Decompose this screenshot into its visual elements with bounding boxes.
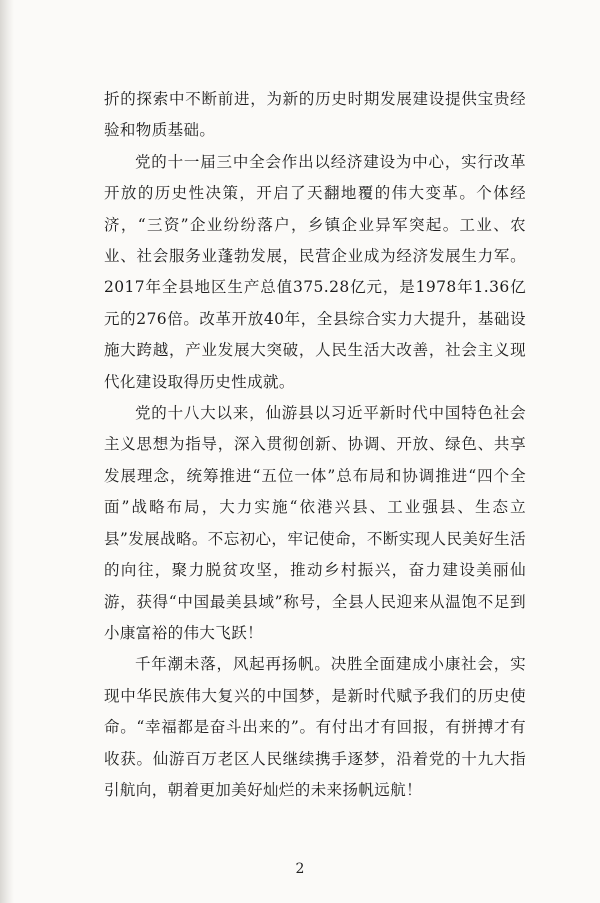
paragraph-eighteenth-congress: 党的十八大以来，仙游县以习近平新时代中国特色社会主义思想为指导，深入贯彻创新、协调、开放、绿色、共享发展理念，统筹推进“五位一体”总布局和协调推进“四个全面”战略布局，大力实施“依港兴县、工业强县、生态立县”发展战略。不忘初心，牢记使命，不断实现人民美好生活的向往，聚力脱贫攻坚，推动乡村振兴，奋力建设美丽仙游，获得“中国最美县域”称号，全县人民迎来从温饱不足到小康富裕的伟大飞跃！ [104,404,526,642]
page-binding-shadow [0,0,14,903]
paragraph-continued: 折的探索中不断前进，为新的历史时期发展建设提供宝贵经验和物质基础。 [104,90,526,140]
body-text [104,84,526,806]
paragraph-new-era: 千年潮未落，风起再扬帆。决胜全面建成小康社会，实现中华民族伟大复兴的中国梦，是新时代赋予我们的历史使命。“幸福都是奋斗出来的”。有付出才有回报，有拼搏才有收获。仙游百万老区人民继续携手逐梦，沿着党的十九大指引航向，朝着更加美好灿烂的未来扬帆远航！ [104,655,526,799]
paragraph-reform-opening: 党的十一届三中全会作出以经济建设为中心，实行改革开放的历史性决策，开启了天翻地覆的伟大变革。个体经济，“三资”企业纷纷落户，乡镇企业异军突起。工业、农业、社会服务业蓬勃发展，民营企业成为经济发展生力军。2017年全县地区生产总值375.28亿元，是1978年1.36亿元的276倍。改革开放40年，全县综合实力大提升，基础设施大跨越，产业发展大突破，人民生活大改善，社会主义现代化建设取得历史性成就。 [104,152,526,391]
page-number: 2 [295,861,305,877]
